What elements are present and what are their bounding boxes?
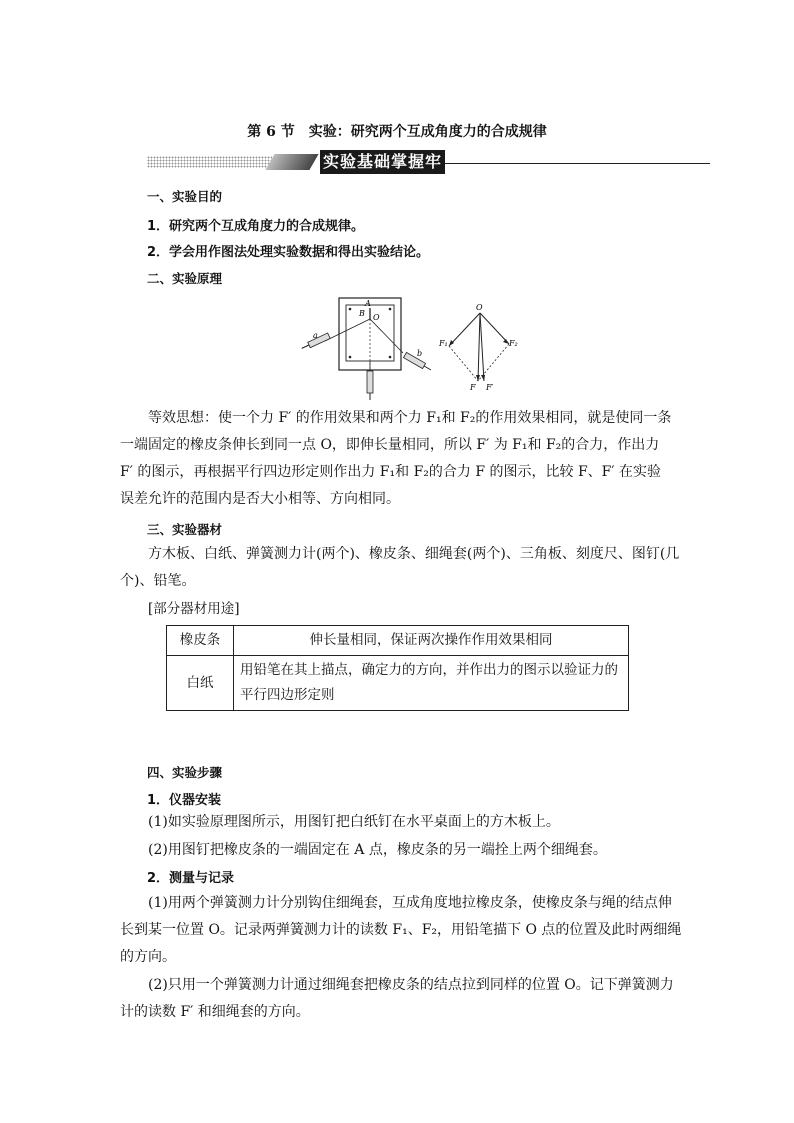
heading-equipment: 三、实验器材 — [147, 522, 223, 537]
steps-sub-1-p1: (1)如实验原理图所示，用图钉把白纸钉在水平桌面上的方木板上。 — [148, 814, 560, 830]
steps-sub-2-p1-line2: 长到某一位置 O。记录两弹簧测力计的读数 F₁、F₂，用铅笔描下 O 点的位置及此时两细绳 — [120, 922, 682, 938]
banner-label: 实验基础掌握牢 — [320, 150, 445, 174]
table-cell-key: 橡皮条 — [167, 626, 234, 656]
label-F: F — [470, 383, 476, 392]
steps-sub-2-p1-line3: 的方向。 — [120, 949, 176, 965]
table-cell-value: 伸长量相同，保证两次操作作用效果相同 — [234, 626, 629, 656]
table-row — [167, 626, 629, 656]
spring-scale-bottom — [367, 371, 373, 400]
equipment-line-1: 方木板、白纸、弹簧测力计(两个)、橡皮条、细绳套(两个)、三角板、刻度尺、图钉(几 — [148, 546, 680, 562]
equipment-table — [166, 625, 629, 711]
label-F-prime: F′ — [486, 383, 494, 392]
label-a: a — [313, 331, 318, 340]
label-b: b — [417, 349, 423, 358]
steps-sub-2-p2-line2: 计的读数 F′ 和细绳套的方向。 — [120, 1004, 310, 1020]
purpose-item-2: 2．学会用作图法处理实验数据和得出实验结论。 — [147, 245, 430, 260]
principle-figure — [295, 293, 535, 403]
force-parallelogram — [449, 313, 509, 381]
label-F2: F₂ — [509, 339, 518, 348]
label-B: B — [359, 309, 365, 318]
banner-slash — [265, 154, 318, 170]
steps-sub-2-p1-line1: (1)用两个弹簧测力计分别钩住细绳套，互成角度地拉橡皮条，使橡皮条与绳的结点伸 — [148, 895, 672, 911]
heading-steps: 四、实验步骤 — [147, 765, 223, 780]
principle-line-3: F′ 的图示，再根据平行四边形定则作出力 F₁和 F₂的合力 F 的图示，比较 F、F′ 在实验 — [120, 464, 662, 480]
table-cell-value: 用铅笔在其上描点，确定力的方向，并作出力的图示以验证力的平行四边形定则 — [234, 656, 629, 711]
steps-sub-1-p2: (2)用图钉把橡皮条的一端固定在 A 点，橡皮条的另一端拴上两个细绳套。 — [148, 842, 607, 858]
heading-principle: 二、实验原理 — [147, 271, 223, 286]
label-F1: F₁ — [439, 339, 448, 348]
principle-line-1: 等效思想：使一个力 F′ 的作用效果和两个力 F₁和 F₂的作用效果相同，就是使同一条 — [148, 410, 672, 426]
heading-purpose: 一、实验目的 — [147, 189, 223, 204]
principle-line-2: 一端固定的橡皮条伸长到同一点 O，即伸长量相同，所以 F′ 为 F₁和 F₂的合力，作出力 — [120, 437, 660, 453]
steps-sub-1: 1．仪器安装 — [147, 793, 222, 808]
principle-line-4: 误差允许的范围内是否大小相等、方向相同。 — [120, 491, 400, 507]
equipment-line-2: 个)、铅笔。 — [120, 573, 196, 589]
page-title: 第 6 节 实验：研究两个互成角度力的合成规律 — [247, 124, 547, 140]
banner-rule — [445, 163, 710, 164]
table-row — [167, 656, 629, 711]
banner-dots — [147, 156, 272, 168]
label-O: O — [373, 313, 380, 322]
purpose-item-1: 1．研究两个互成角度力的合成规律。 — [147, 219, 365, 234]
table-cell-key: 白纸 — [167, 656, 234, 711]
label-A: A — [365, 299, 371, 308]
steps-sub-2-p2-line1: (2)只用一个弹簧测力计通过细绳套把橡皮条的结点拉到同样的位置 O。记下弹簧测力 — [148, 977, 674, 993]
steps-sub-2: 2．测量与记录 — [147, 871, 235, 886]
section-banner — [147, 150, 710, 174]
label-O-force: O — [476, 303, 483, 312]
equipment-note: [部分器材用途] — [148, 601, 240, 617]
